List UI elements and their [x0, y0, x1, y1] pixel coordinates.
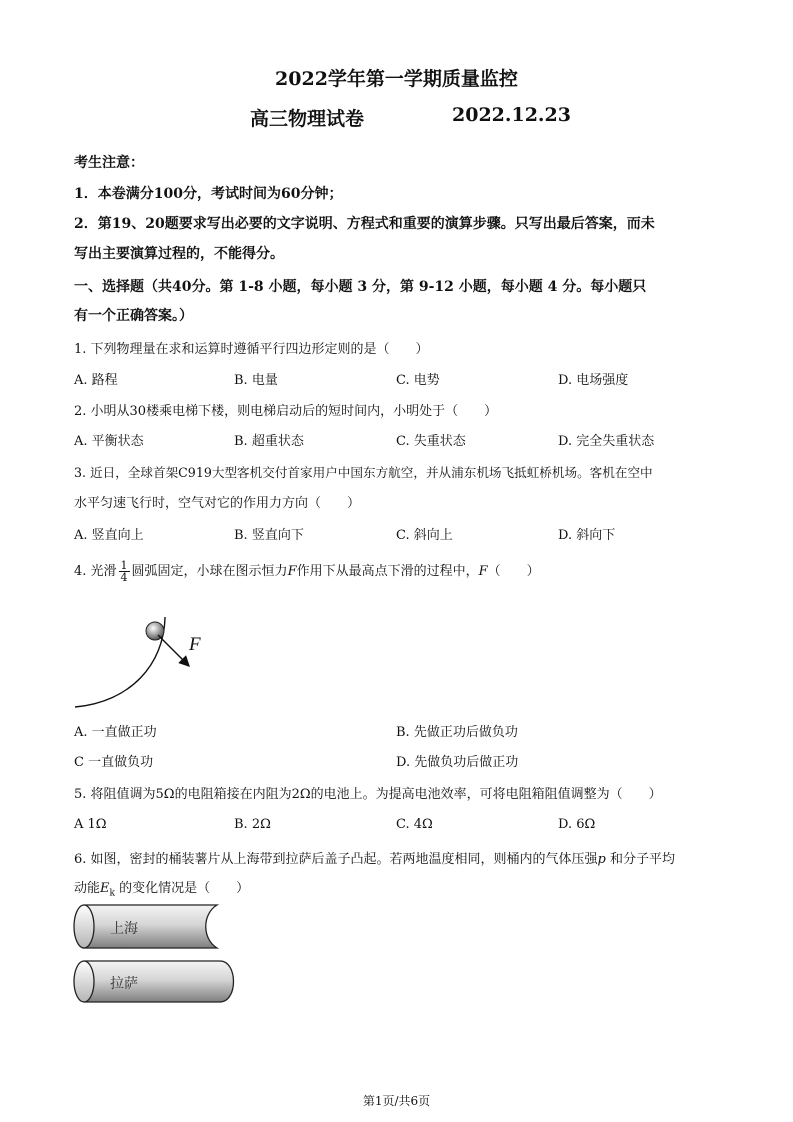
- q2-option-d: D. 完全失重状态: [558, 434, 655, 449]
- question-3-stem-line-2: 水平匀速飞行时，空气对它的作用力方向（ ）: [74, 496, 361, 511]
- ball: [146, 622, 164, 640]
- notice-item-2-line-1: 2．第19、20题要求写出必要的文字说明、方程式和重要的演算步骤。只写出最后答案，而未: [74, 216, 655, 232]
- q6-stem-line1-post: 和分子平均: [605, 852, 676, 867]
- q1-option-a: A. 路程: [74, 373, 118, 388]
- question-1-stem: 1. 下列物理量在求和运算时遵循平行四边形定则的是（ ）: [74, 342, 429, 357]
- can-shanghai-label: 上海: [110, 921, 138, 937]
- question-6-stem-line-2: [74, 877, 249, 899]
- notice-heading: 考生注意：: [74, 155, 144, 171]
- q4-stem-pre: 4. 光滑: [74, 564, 117, 579]
- q5-option-a: A 1Ω: [74, 817, 107, 832]
- q6-stem-line2-post: 的变化情况是（ ）: [114, 881, 250, 896]
- section-heading-line-2: 有一个正确答案。）: [74, 308, 193, 324]
- q5-option-d: D. 6Ω: [558, 817, 596, 832]
- q3-option-a: A. 竖直向上: [74, 528, 144, 543]
- can-lhasa-label: 拉萨: [110, 976, 138, 992]
- q6-var-p: p: [597, 852, 606, 867]
- q1-option-c: C. 电势: [396, 373, 440, 388]
- q4-var-f: F: [287, 564, 297, 579]
- q4-option-c: C 一直做负功: [74, 755, 154, 770]
- chip-cans-diagram: [70, 902, 240, 1007]
- q4-stem-mid: 圆弧固定，小球在图示恒力: [131, 564, 288, 579]
- q1-option-d: D. 电场强度: [558, 373, 629, 388]
- q2-option-b: B. 超重状态: [234, 434, 304, 449]
- q3-option-b: B. 竖直向下: [234, 528, 304, 543]
- exam-date: 2022.12.23: [452, 104, 571, 126]
- can-shanghai: [74, 905, 217, 948]
- q2-option-c: C. 失重状态: [396, 434, 466, 449]
- can-lhasa: [74, 961, 234, 1002]
- q6-var-ek-sub: k: [109, 888, 115, 899]
- q4-stem-end: （ ）: [487, 564, 540, 579]
- q5-option-b: B. 2Ω: [234, 817, 271, 832]
- question-2-stem: 2. 小明从30楼乘电梯下楼，则电梯启动后的短时间内，小明处于（ ）: [74, 404, 498, 419]
- arc-diagram: [70, 605, 230, 715]
- q1-option-b: B. 电量: [234, 373, 278, 388]
- fraction-numerator: 1: [120, 559, 128, 572]
- notice-item-2-line-2: 写出主要演算过程的，不能得分。: [74, 246, 284, 262]
- q3-option-c: C. 斜向上: [396, 528, 453, 543]
- force-label: F: [189, 634, 201, 655]
- q4-option-d: D. 先做负功后做正功: [396, 755, 519, 770]
- q4-stem-post: 作用下从最高点下滑的过程中，: [296, 564, 479, 579]
- notice-item-1: 1．本卷满分100分，考试时间为60分钟；: [74, 186, 343, 202]
- q5-option-c: C. 4Ω: [396, 817, 433, 832]
- q4-var-f2: F: [478, 564, 488, 579]
- exam-subtitle: 高三物理试卷: [250, 108, 365, 130]
- q4-option-b: B. 先做正功后做负功: [396, 725, 518, 740]
- exam-title: 2022学年第一学期质量监控: [275, 68, 518, 90]
- q2-option-a: A. 平衡状态: [74, 434, 144, 449]
- q4-option-a: A. 一直做正功: [74, 725, 157, 740]
- page-number: 第1页/共6页: [362, 1094, 431, 1108]
- q6-var-ek: E: [100, 881, 110, 896]
- question-5-stem: 5. 将阻值调为5Ω的电阻箱接在内阻为2Ω的电池上。为提高电池效率，可将电阻箱阻值调整为（ ）: [74, 787, 662, 802]
- q6-stem-line2-pre: 动能: [74, 881, 101, 896]
- question-3-stem-line-1: 3. 近日，全球首架C919大型客机交付首家用户中国东方航空，并从浦东机场飞抵虹桥机场。客机在空中: [74, 465, 653, 480]
- fraction-denominator: 4: [120, 571, 128, 584]
- question-6-stem-line-1: [74, 848, 675, 867]
- q6-stem-line1-pre: 6. 如图，密封的桶装薯片从上海带到拉萨后盖子凸起。若两地温度相同，则桶内的气体压强: [74, 852, 598, 867]
- force-arrow: [158, 635, 188, 665]
- section-heading-line-1: 一、选择题（共40分。第 1-8 小题，每小题 3 分，第 9-12 小题，每小题 4 分。每小题只: [74, 279, 647, 295]
- question-4-stem: [74, 558, 540, 586]
- q3-option-d: D. 斜向下: [558, 528, 616, 543]
- quarter-fraction: [119, 560, 130, 583]
